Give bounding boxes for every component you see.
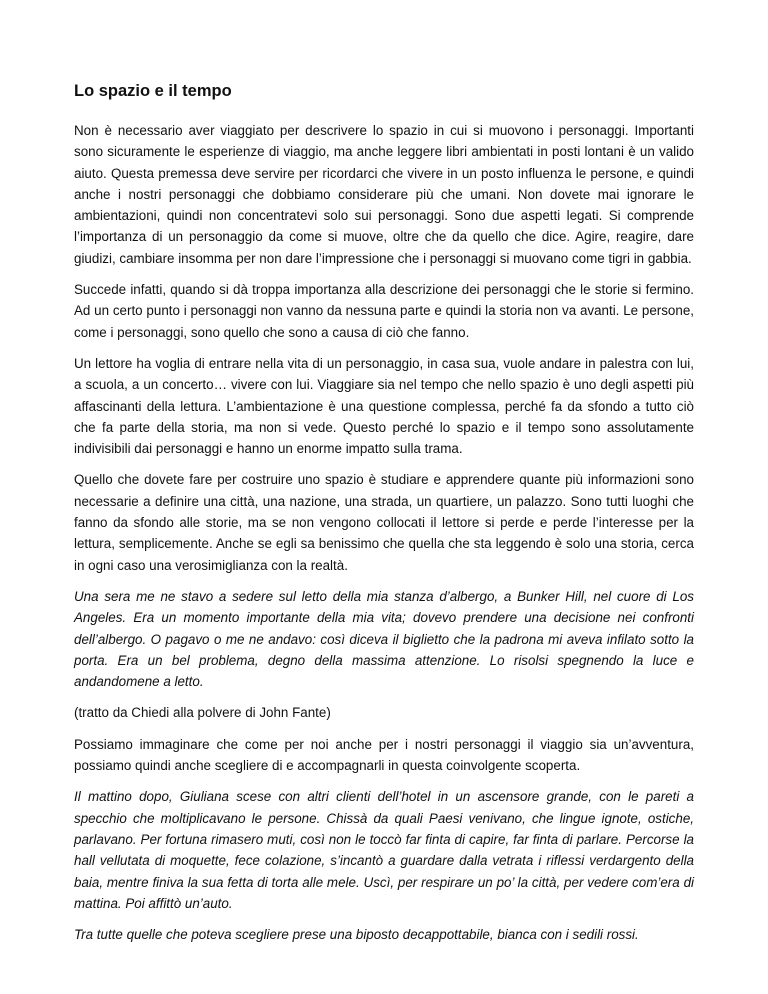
quote-paragraph-1: Una sera me ne stavo a sedere sul letto della mia stanza d’albergo, a Bunker Hill, nel cuore di Los Angeles. Era un momento importante della mia vita; dovevo prendere una decisione nei confronti dell’albergo. O pagavo o me ne andavo: così diceva il biglietto che la padrona mi aveva infilato sotto la porta. Era un bel problema, degno della massima attenzione. Lo risolsi spegnendo la luce e andandomene a letto. bbox=[74, 588, 694, 690]
paragraph-2: Succede infatti, quando si dà troppa importanza alla descrizione dei personaggi che le storie si fermino. Ad un certo punto i personaggi non vanno da nessuna parte e quindi la storia non va avanti. Le persone, come i personaggi, sono quello che sono a causa di ciò che fanno. bbox=[74, 282, 694, 340]
paragraph-3: Un lettore ha voglia di entrare nella vita di un personaggio, in casa sua, vuole andare in palestra con lui, a scuola, a un concerto… vivere con lui. Viaggiare sia nel tempo che nello spazio è uno degli aspetti più affascinanti della lettura. L’ambientazione è una questione complessa, perché fa da sfondo a tutto ciò che fa parte della storia, ma non si vede. Questo perché lo spazio e il tempo sono assolutamente indivisibili dai personaggi e hanno un enorme impatto sulla trama. bbox=[74, 355, 694, 457]
quote-paragraph-2: Il mattino dopo, Giuliana scese con altri clienti dell’hotel in un ascensore grande, con le pareti a specchio che moltiplicavano le persone. Chissà da quali Paesi venivano, che lingue ignote, ostiche, parlavano. Per fortuna rimasero muti, così non le toccò far finta di capire, far finta di parlare. Percorse la hall vellutata di moquette, fece colazione, s’incantò a guardare dalla vetrata i riflessi verdargento della baia, mentre finiva la sua fetta di torta alle mele. Uscì, per respirare un po’ la città, per vedere com’era di mattina. Poi affittò un’auto. bbox=[74, 789, 694, 911]
document-title: Lo spazio e il tempo bbox=[74, 82, 232, 100]
paragraph-4: Quello che dovete fare per costruire uno spazio è studiare e apprendere quante più informazioni sono necessarie a definire una città, una nazione, una strada, un quartiere, un palazzo. Sono tutti luoghi che fanno da sfondo alle storie, ma se non vengono collocati il lettore si perde e perde l’interesse per la lettura, semplicemente. Anche se egli sa benissimo che quella che sta leggendo è solo una storia, cerca in ogni caso una verosimiglianza con la realtà. bbox=[74, 472, 694, 573]
paragraph-5: Possiamo immaginare che come per noi anche per i nostri personaggi il viaggio sia un’avventura, possiamo quindi anche scegliere di e accompagnarli in questa coinvolgente scoperta. bbox=[74, 736, 694, 774]
quote-source: (tratto da Chiedi alla polvere di John Fante) bbox=[74, 705, 331, 721]
document-page bbox=[74, 80, 694, 955]
quote-paragraph-3: Tra tutte quelle che poteva scegliere prese una biposto decappottabile, bianca con i sedili rossi. bbox=[74, 927, 639, 943]
paragraph-1: Non è necessario aver viaggiato per descrivere lo spazio in cui si muovono i personaggi. Importanti sono sicuramente le esperienze di viaggio, ma anche leggere libri ambientati in posti lontani è un valido aiuto. Questa premessa deve servire per ricordarci che vivere in un posto influenza le persone, e quindi anche i nostri personaggi che dobbiamo considerare più che umani. Non dovete mai ignorare le ambientazioni, quindi non concentratevi solo sui personaggi. Sono due aspetti legati. Si comprende l’importanza di un personaggio da come si muove, oltre che da quello che dice. Agire, reagire, dare giudizi, cambiare insomma per non dare l’impressione che i personaggi si muovano come tigri in gabbia. bbox=[74, 123, 694, 266]
